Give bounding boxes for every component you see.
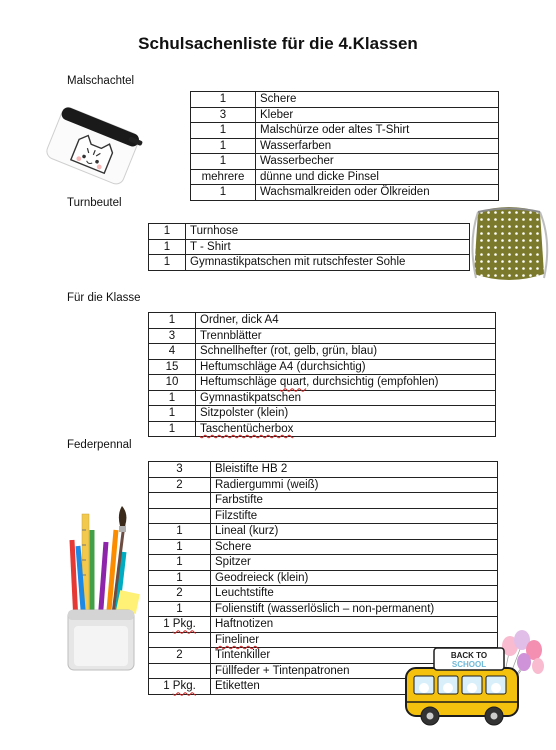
- table-row: [149, 555, 498, 571]
- table-row: [149, 255, 470, 271]
- item-name: Etiketten: [211, 679, 498, 695]
- item-quantity: 1: [149, 313, 196, 329]
- item-name: T - Shirt: [186, 239, 470, 255]
- item-name: Haftnotizen: [211, 617, 498, 633]
- item-quantity: 2: [149, 477, 211, 493]
- table-row: [149, 239, 470, 255]
- item-name: Farbstifte: [211, 493, 498, 509]
- item-quantity: [149, 508, 211, 524]
- item-quantity: 1: [149, 255, 186, 271]
- item-name: Gymnastikpatschen mit rutschfester Sohle: [186, 255, 470, 271]
- item-name: Geodreieck (klein): [211, 570, 498, 586]
- table-row: [149, 570, 498, 586]
- item-name: Wasserbecher: [256, 154, 499, 170]
- item-name: Spitzer: [211, 555, 498, 571]
- table-row: [149, 359, 496, 375]
- item-name: Leuchtstifte: [211, 586, 498, 602]
- item-quantity: 1: [149, 239, 186, 255]
- section-label-federpennal: Federpennal: [67, 439, 132, 451]
- item-quantity: mehrere: [191, 169, 256, 185]
- table-row: [149, 539, 498, 555]
- table-row: [149, 462, 498, 478]
- section-label-malschachtel: Malschachtel: [67, 75, 135, 87]
- table-row: [191, 107, 499, 123]
- item-quantity: 1: [149, 224, 186, 240]
- table-malschachtel: [190, 91, 499, 201]
- item-quantity: 4: [149, 344, 196, 360]
- item-quantity: 1: [149, 421, 196, 437]
- item-quantity: 2: [149, 648, 211, 664]
- item-name: Tintenkiller: [211, 648, 498, 664]
- item-quantity: 3: [149, 328, 196, 344]
- item-name: Radiergummi (weiß): [211, 477, 498, 493]
- table-row: [149, 601, 498, 617]
- item-quantity: 1: [149, 524, 211, 540]
- item-name: Wachsmalkreiden oder Ölkreiden: [256, 185, 499, 201]
- item-name: Ordner, dick A4: [196, 313, 496, 329]
- table-row: [149, 344, 496, 360]
- item-quantity: 1: [149, 406, 196, 422]
- pencil-cup-illustration: [62, 500, 144, 678]
- item-name: Füllfeder + Tintenpatronen: [211, 663, 498, 679]
- item-quantity: 1: [149, 601, 211, 617]
- table-row: [149, 508, 498, 524]
- item-quantity: [149, 663, 211, 679]
- item-quantity: 1: [149, 539, 211, 555]
- item-quantity: 1 Pkg.: [149, 617, 211, 633]
- item-name: Kleber: [256, 107, 499, 123]
- bus-sign-line2: SCHOOL: [451, 660, 487, 669]
- item-quantity: [149, 493, 211, 509]
- item-quantity: 1: [149, 555, 211, 571]
- item-quantity: 1: [191, 92, 256, 108]
- item-quantity: 1: [149, 570, 211, 586]
- item-quantity: [149, 632, 211, 648]
- bus-sign-line1: BACK TO: [450, 651, 488, 660]
- item-name: Schnellhefter (rot, gelb, grün, blau): [196, 344, 496, 360]
- item-name: Gymnastikpatschen: [196, 390, 496, 406]
- item-name: Folienstift (wasserlöslich – non-permanent): [211, 601, 498, 617]
- item-quantity: 1: [191, 154, 256, 170]
- item-name: Trennblätter: [196, 328, 496, 344]
- table-row: [149, 524, 498, 540]
- table-row: [191, 92, 499, 108]
- item-name: Malschürze oder altes T-Shirt: [256, 123, 499, 139]
- gym-bag-illustration: [464, 202, 554, 288]
- item-name: Wasserfarben: [256, 138, 499, 154]
- item-name: Lineal (kurz): [211, 524, 498, 540]
- table-klasse: [148, 312, 496, 437]
- table-turnbeutel: [148, 223, 470, 271]
- item-name: Schere: [256, 92, 499, 108]
- item-quantity: 1: [191, 185, 256, 201]
- item-name: Heftumschläge A4 (durchsichtig): [196, 359, 496, 375]
- item-name: Heftumschläge quart, durchsichtig (empfohlen): [196, 375, 496, 391]
- table-row: [149, 477, 498, 493]
- table-row: [149, 493, 498, 509]
- item-name: Schere: [211, 539, 498, 555]
- item-quantity: 1 Pkg.: [149, 679, 211, 695]
- page-title: Schulsachenliste für die 4.Klassen: [138, 34, 418, 53]
- item-quantity: 1: [191, 123, 256, 139]
- item-quantity: 1: [191, 138, 256, 154]
- table-row: [149, 328, 496, 344]
- table-row: [191, 185, 499, 201]
- table-row: [149, 313, 496, 329]
- table-row: [149, 406, 496, 422]
- item-quantity: 3: [191, 107, 256, 123]
- table-row: [191, 169, 499, 185]
- item-quantity: 10: [149, 375, 196, 391]
- item-quantity: 1: [149, 390, 196, 406]
- item-quantity: 3: [149, 462, 211, 478]
- table-row: [149, 421, 496, 437]
- item-name: Bleistifte HB 2: [211, 462, 498, 478]
- item-quantity: 15: [149, 359, 196, 375]
- item-name: Taschentücherbox: [196, 421, 496, 437]
- school-bus-illustration: [398, 628, 548, 728]
- table-row: [149, 390, 496, 406]
- table-row: [149, 224, 470, 240]
- item-quantity: 2: [149, 586, 211, 602]
- table-row: [149, 375, 496, 391]
- item-name: Turnhose: [186, 224, 470, 240]
- item-name: dünne und dicke Pinsel: [256, 169, 499, 185]
- table-row: [191, 123, 499, 139]
- item-name: Sitzpolster (klein): [196, 406, 496, 422]
- section-label-turnbeutel: Turnbeutel: [67, 197, 122, 209]
- table-row: [149, 586, 498, 602]
- table-row: [191, 154, 499, 170]
- item-name: Filzstifte: [211, 508, 498, 524]
- section-label-klasse: Für die Klasse: [67, 292, 141, 304]
- table-row: [191, 138, 499, 154]
- pencil-case-illustration: [40, 105, 146, 185]
- item-name: Fineliner: [211, 632, 498, 648]
